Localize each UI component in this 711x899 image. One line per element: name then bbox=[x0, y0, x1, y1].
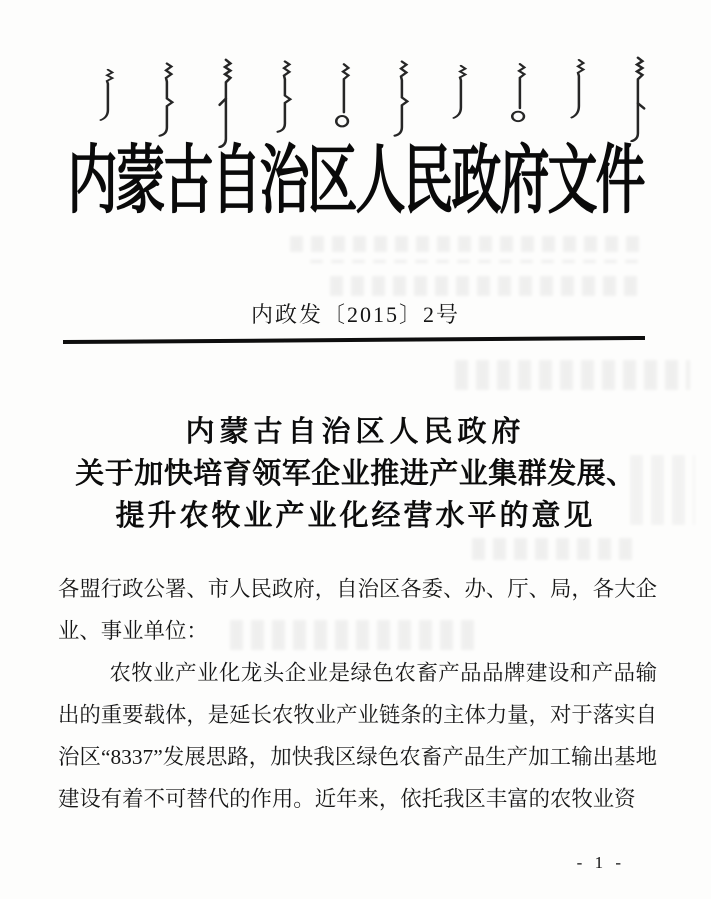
letterhead-divider-rule bbox=[63, 336, 645, 344]
scan-smudge bbox=[330, 276, 645, 296]
mongolian-script-header bbox=[98, 54, 646, 148]
document-title bbox=[0, 411, 711, 537]
document-title-line-1: 内蒙古自治区人民政府 bbox=[185, 416, 526, 448]
mongolian-word-icon bbox=[392, 60, 410, 138]
mongolian-word-icon bbox=[451, 64, 469, 122]
scan-smudge bbox=[290, 236, 645, 252]
document-title-line-2: 关于加快培育领军企业推进产业集群发展、 bbox=[75, 458, 636, 490]
mongolian-word-icon bbox=[275, 60, 293, 134]
mongolian-word-icon bbox=[569, 58, 587, 122]
letterhead-org-title: 内蒙古自治区人民政府文件 bbox=[67, 138, 644, 223]
scan-smudge bbox=[455, 360, 690, 390]
mongolian-word-icon bbox=[157, 62, 175, 138]
page-number: - 1 - bbox=[576, 853, 625, 872]
document-body bbox=[58, 568, 657, 820]
document-title-line-3: 提升农牧业产业化经营水平的意见 bbox=[115, 500, 596, 532]
mongolian-word-icon bbox=[98, 68, 116, 124]
mongolian-word-icon bbox=[334, 62, 352, 136]
mongolian-word-icon bbox=[510, 62, 528, 130]
scan-smudge bbox=[472, 538, 632, 560]
scan-smudge bbox=[310, 260, 645, 263]
mongolian-word-icon bbox=[628, 56, 646, 142]
mongolian-word-icon bbox=[216, 58, 234, 148]
body-paragraph: 农牧业产业化龙头企业是绿色农畜产品品牌建设和产品输出的重要载体，是延长农牧业产业链条的主体力量，对于落实自治区“8337”发展思路，加快我区绿色农畜产品生产加工输出基地建设有着不可替代的作用。近年来，依托我区丰富的农牧业资 bbox=[58, 661, 657, 811]
document-reference-number: 内政发〔2015〕2号 bbox=[250, 302, 460, 327]
salutation-text: 各盟行政公署、市人民政府，自治区各委、办、厅、局，各大企业、事业单位： bbox=[58, 577, 657, 643]
